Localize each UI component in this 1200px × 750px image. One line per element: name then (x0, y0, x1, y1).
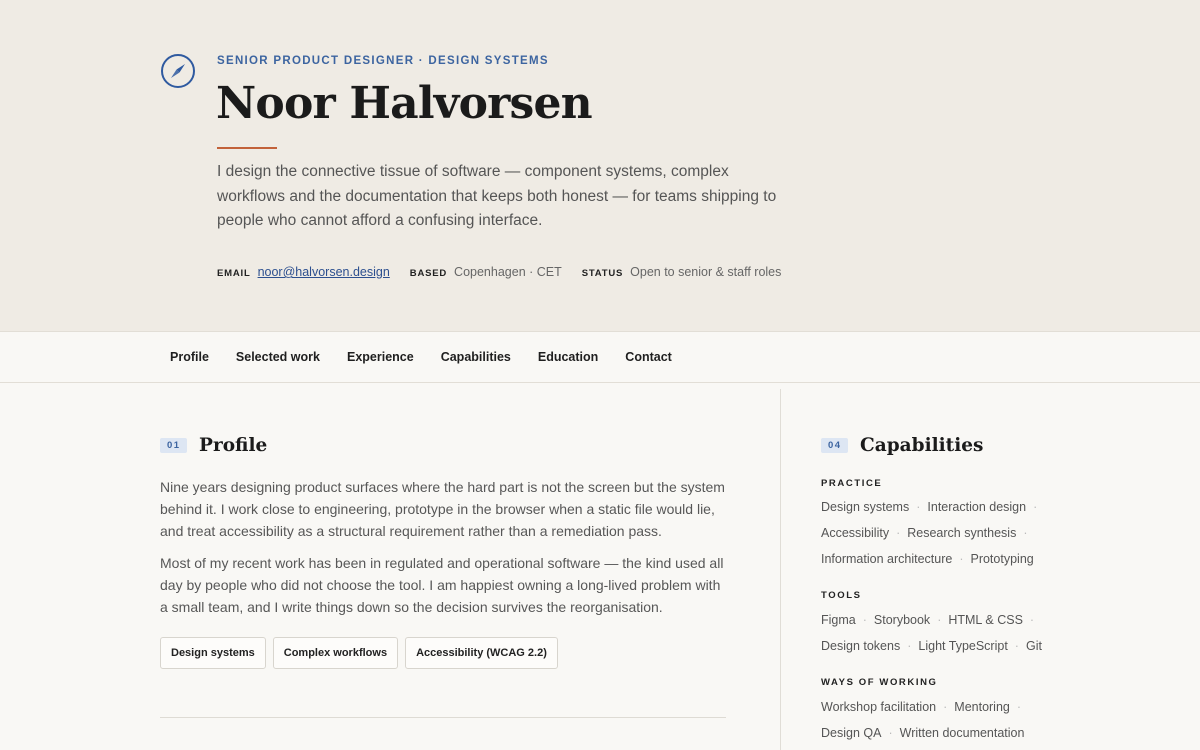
based-label: BASED (409, 268, 448, 279)
group-label-ways-of-working: WAYS OF WORKING (821, 677, 938, 688)
nav-item-capabilities[interactable]: Capabilities (440, 350, 511, 364)
profile-paragraph: Most of my recent work has been in regulated and operational software — the kind used all day by people who did not choose the tool. I am happiest owning a long-lived problem with a small team, and I write things down so the decision survives the reorganisation. (160, 555, 724, 615)
capability-item: Research synthesis (907, 526, 1017, 540)
section-divider (160, 717, 726, 718)
tag-chip[interactable]: Accessibility (WCAG 2.2) (405, 637, 558, 669)
profile-tags (160, 637, 565, 669)
capability-item: Figma (821, 613, 856, 627)
capability-item: Accessibility (821, 526, 890, 540)
capability-item: Workshop facilitation (821, 700, 937, 714)
capability-item: Design systems (821, 500, 910, 514)
capability-item: Design QA (821, 726, 882, 740)
capability-item: Storybook (873, 613, 931, 627)
group-label-practice: PRACTICE (821, 478, 883, 489)
nav-item-experience[interactable]: Experience (346, 350, 414, 364)
role-subtitle: SENIOR PRODUCT DESIGNER · DESIGN SYSTEMS (217, 55, 549, 67)
section-number: 01 (160, 438, 187, 453)
hero-header (0, 0, 1200, 331)
nav-item-selected-work[interactable]: Selected work (235, 350, 320, 364)
capability-item: Design tokens (821, 639, 901, 653)
capability-row: Design systems · Interaction design · (821, 500, 1038, 514)
capability-item: HTML & CSS (948, 613, 1023, 627)
capability-row: Accessibility · Research synthesis · (821, 526, 1028, 540)
section-title: Capabilities (860, 435, 984, 456)
capability-row: Design tokens · Light TypeScript · Git (821, 639, 1042, 653)
capability-item: Interaction design (927, 500, 1027, 514)
nav-item-profile[interactable]: Profile (170, 350, 209, 364)
intro-text: I design the connective tissue of software — component systems, complex workflows and the documentation that keeps both honest — for teams shipping to people who cannot afford a confusing interface. (217, 163, 777, 229)
profile-paragraph: Nine years designing product surfaces where the hard part is not the screen but the system behind it. I work close to engineering, prototype in the browser when a static file would lie, and treat accessibility as a structural requirement rather than a remediation pass. (160, 479, 725, 539)
column-divider (780, 389, 781, 750)
tag-chip[interactable]: Complex workflows (273, 637, 398, 669)
capability-row: Design QA · Written documentation (821, 726, 1025, 740)
contact-meta (217, 265, 801, 279)
capability-item: Written documentation (899, 726, 1025, 740)
capability-item: Mentoring (954, 700, 1010, 714)
nav-item-education[interactable]: Education (537, 350, 599, 364)
capability-item: Git (1025, 639, 1042, 653)
capability-item: Information architecture (821, 552, 953, 566)
compass-icon (160, 53, 196, 89)
section-nav (0, 331, 1200, 383)
capability-row: Workshop facilitation · Mentoring · (821, 700, 1022, 714)
email-label: EMAIL (217, 268, 251, 279)
status-value: Open to senior & staff roles (630, 265, 782, 279)
capability-item: Light TypeScript (918, 639, 1008, 653)
group-label-tools: TOOLS (821, 590, 862, 601)
section-title: Profile (199, 435, 268, 456)
page-title: Noor Halvorsen (216, 78, 592, 129)
capability-row: Figma · Storybook · HTML & CSS · (821, 613, 1035, 627)
accent-rule (217, 147, 277, 149)
section-number: 04 (821, 438, 848, 453)
email-link[interactable]: noor@halvorsen.design (257, 265, 390, 279)
capability-row: Information architecture · Prototyping (821, 552, 1034, 566)
capabilities-heading (821, 435, 983, 456)
status-label: STATUS (581, 268, 624, 279)
nav-item-contact[interactable]: Contact (625, 350, 672, 364)
profile-heading (160, 435, 267, 456)
based-value: Copenhagen · CET (454, 265, 562, 279)
capability-item: Prototyping (970, 552, 1034, 566)
tag-chip[interactable]: Design systems (160, 637, 266, 669)
